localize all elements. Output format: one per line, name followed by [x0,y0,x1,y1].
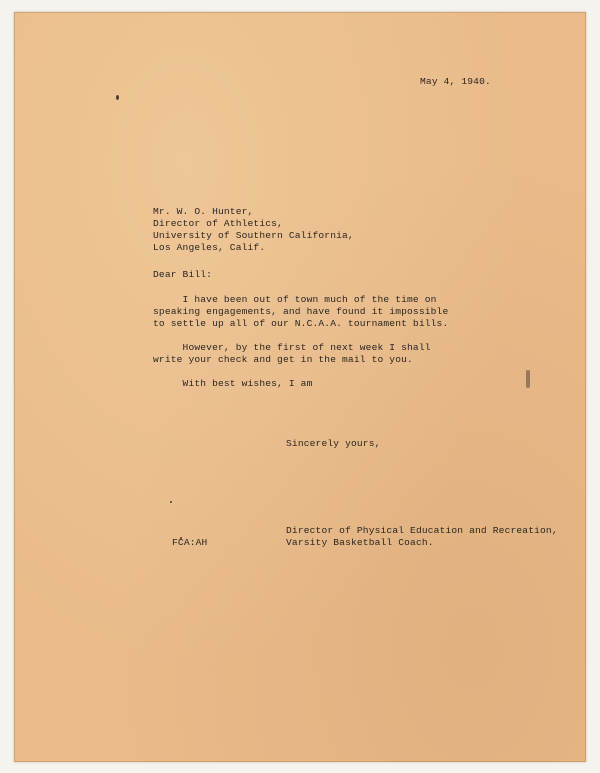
ink-smudge [526,370,530,388]
signature-title-line: Director of Physical Education and Recreation, [286,525,558,536]
recipient-line: Director of Athletics, [153,218,283,229]
recipient-line: University of Southern California, [153,230,354,241]
ink-speck [170,501,172,503]
closing-wishes: With best wishes, I am [153,378,313,389]
body-line: to settle up all of our N.C.A.A. tournament bills. [153,318,449,329]
body-line: speaking engagements, and have found it impossible [153,306,449,317]
body-line: However, by the first of next week I shall [153,342,431,353]
ink-speck [116,95,119,100]
body-line: I have been out of town much of the time on [153,294,437,305]
body-line: write your check and get in the mail to you. [153,354,413,365]
recipient-line: Mr. W. O. Hunter, [153,206,254,217]
recipient-line: Los Angeles, Calif. [153,242,266,253]
salutation: Dear Bill: [153,269,213,280]
letter-date: May 4, 1940. [420,76,491,87]
complimentary-close: Sincerely yours, [286,438,381,449]
reference-initials: FCA:AH [172,537,208,548]
letter-page [14,12,586,762]
signature-title-line: Varsity Basketball Coach. [286,537,434,548]
